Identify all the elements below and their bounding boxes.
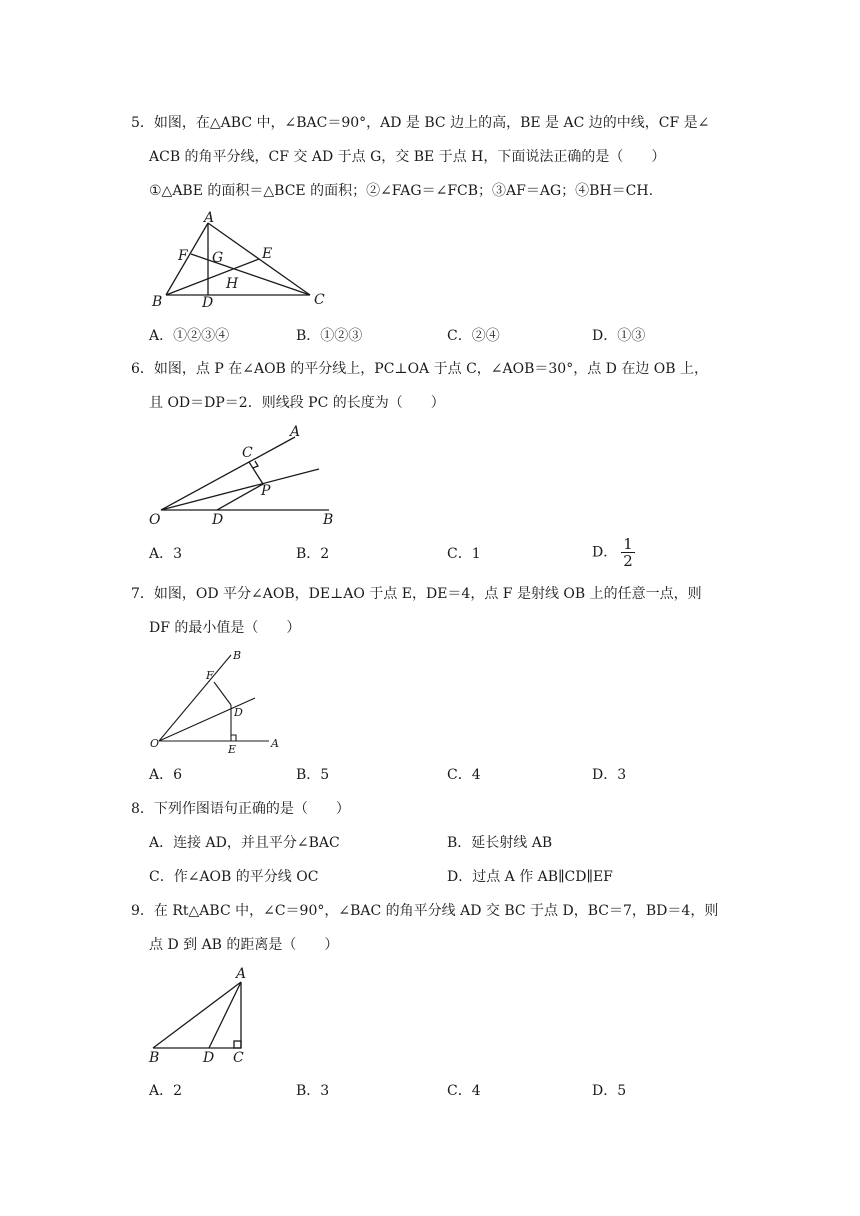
- q5-option-d[interactable]: D．①③: [592, 328, 646, 344]
- q6-label-b: B: [323, 512, 334, 528]
- q9-option-a[interactable]: A．2: [149, 1083, 183, 1099]
- q8-option-b[interactable]: B．延长射线 AB: [447, 835, 553, 851]
- q5-label-g: G: [212, 250, 224, 266]
- q6-angle-figure: [145, 420, 350, 532]
- q8-option-c[interactable]: C．作∠AOB 的平分线 OC: [149, 869, 319, 885]
- q7-line-1: 7．如图，OD 平分∠AOB，DE⊥AO 于点 E，DE＝4，点 F 是射线 OB 上的任意一点，则: [131, 586, 702, 602]
- q9-label-c: C: [233, 1050, 244, 1066]
- q5-label-h: H: [226, 276, 239, 292]
- q5-label-b: B: [152, 294, 163, 310]
- q7-label-f: F: [206, 669, 214, 682]
- q5-label-a: A: [204, 210, 215, 226]
- q6-line-1: 6．如图，点 P 在∠AOB 的平分线上，PC⊥OA 于点 C，∠AOB＝30°，点 D 在边 OB 上，: [131, 361, 708, 377]
- q9-option-d[interactable]: D．5: [592, 1083, 627, 1099]
- q5-line-2: ACB 的角平分线，CF 交 AD 于点 G，交 BE 于点 H，下面说法正确的是（ ）: [149, 149, 666, 165]
- q6-option-d[interactable]: [592, 536, 635, 569]
- q7-option-c[interactable]: C．4: [447, 767, 481, 783]
- q5-label-e: E: [262, 246, 273, 262]
- q8-option-d[interactable]: D．过点 A 作 AB∥CD∥EF: [447, 869, 613, 885]
- q5-option-b[interactable]: B．①②③: [296, 328, 363, 344]
- q8-option-a[interactable]: A．连接 AD，并且平分∠BAC: [149, 835, 340, 851]
- q5-option-c[interactable]: C．②④: [447, 328, 500, 344]
- q9-option-b[interactable]: B．3: [296, 1083, 330, 1099]
- q9-label-a: A: [236, 966, 247, 982]
- q7-option-a[interactable]: A．6: [149, 767, 183, 783]
- q6-label-c: C: [242, 445, 253, 461]
- q7-label-d: D: [234, 706, 243, 719]
- q5-label-d: D: [202, 295, 214, 310]
- q6-option-b[interactable]: B．2: [296, 546, 330, 562]
- q5-label-f: F: [178, 248, 188, 264]
- q6-label-a: A: [290, 424, 301, 440]
- q7-line-2: DF 的最小值是（ ）: [149, 620, 301, 636]
- q7-label-b: B: [233, 649, 242, 662]
- q6-label-o: O: [149, 512, 161, 528]
- q7-label-o: O: [150, 737, 160, 750]
- q9-label-d: D: [203, 1050, 215, 1066]
- q5-line-1: 5．如图，在△ABC 中，∠BAC＝90°，AD 是 BC 边上的高，BE 是 AC 边的中线，CF 是∠: [131, 115, 710, 131]
- q5-label-c: C: [314, 292, 325, 308]
- q7-label-e: E: [228, 743, 237, 755]
- q5-triangle-figure: [140, 210, 340, 310]
- q6-label-p: P: [261, 483, 271, 499]
- q5-option-a[interactable]: A．①②③④: [149, 328, 230, 344]
- q9-label-b: B: [149, 1050, 160, 1066]
- q7-option-b[interactable]: B．5: [296, 767, 330, 783]
- q9-line-2: 点 D 到 AB 的距离是（ ）: [149, 937, 339, 953]
- q9-right-triangle-figure: [140, 962, 265, 1072]
- q8-line-1: 8．下列作图语句正确的是（ ）: [131, 801, 350, 817]
- q9-option-c[interactable]: C．4: [447, 1083, 481, 1099]
- q6-option-c[interactable]: C．1: [447, 546, 481, 562]
- q7-label-a: A: [271, 737, 279, 750]
- q9-line-1: 9．在 Rt△ABC 中，∠C＝90°，∠BAC 的角平分线 AD 交 BC 于点 D，BC＝7，BD＝4，则: [131, 903, 719, 919]
- fraction-numerator: 1: [623, 535, 633, 553]
- q6-line-2: 且 OD＝DP＝2．则线段 PC 的长度为（ ）: [149, 395, 445, 411]
- q6-option-d-fraction: [621, 536, 635, 569]
- q5-line-3: ①△ABE 的面积＝△BCE 的面积；②∠FAG＝∠FCB；③AF＝AG；④BH＝CH.: [149, 183, 654, 199]
- q7-angle-figure: [145, 645, 290, 755]
- q6-option-d-label: D．: [592, 544, 618, 561]
- q7-option-d[interactable]: D．3: [592, 767, 627, 783]
- q6-label-d: D: [212, 512, 224, 528]
- q6-option-a[interactable]: A．3: [149, 546, 183, 562]
- fraction-denominator: 2: [623, 552, 633, 570]
